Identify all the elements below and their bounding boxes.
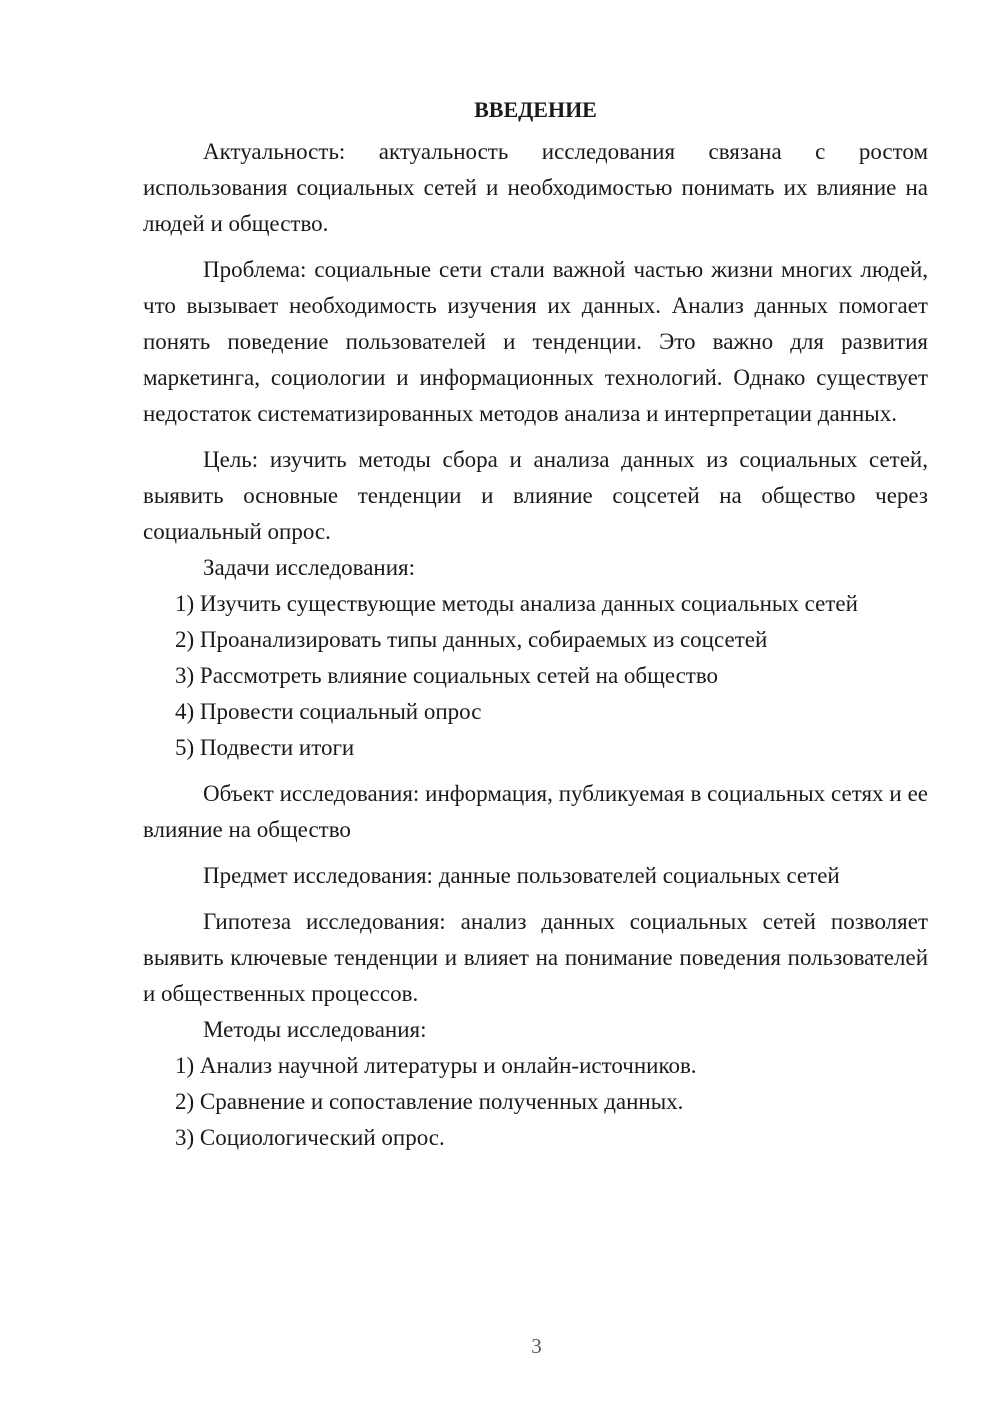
list-item: 3) Социологический опрос. [175, 1125, 445, 1150]
page-content [143, 92, 928, 1156]
object-paragraph: Объект исследования: информация, публикуемая в социальных сетях и ее влияние на общество [143, 781, 928, 842]
problem-paragraph: Проблема: социальные сети стали важной частью жизни многих людей, что вызывает необходимость изучения их данных. Анализ данных помогает понять поведение пользователей и тенденции. Это важно для развития маркетинга, социологии и информационных технологий. Однако существует недостаток систематизированных методов анализа и интерпретации данных. [143, 257, 928, 426]
list-item: 4) Провести социальный опрос [175, 699, 482, 724]
list-item: 1) Изучить существующие методы анализа данных социальных сетей [175, 591, 858, 616]
section-title: ВВЕДЕНИЕ [474, 97, 597, 122]
list-item: 2) Сравнение и сопоставление полученных данных. [175, 1089, 684, 1114]
methods-list [143, 1048, 928, 1156]
list-item: 5) Подвести итоги [175, 735, 355, 760]
list-item: 3) Рассмотреть влияние социальных сетей на общество [175, 663, 719, 688]
list-item: 1) Анализ научной литературы и онлайн-источников. [175, 1053, 697, 1078]
tasks-list [143, 586, 928, 766]
actuality-paragraph: Актуальность: актуальность исследования связана с ростом использования социальных сетей и необходимостью понимать их влияние на людей и общество. [143, 139, 928, 236]
list-item: 2) Проанализировать типы данных, собираемых из соцсетей [175, 627, 768, 652]
tasks-heading: Задачи исследования: [203, 555, 416, 580]
methods-heading: Методы исследования: [203, 1017, 427, 1042]
goal-paragraph: Цель: изучить методы сбора и анализа данных из социальных сетей, выявить основные тенденции и влияние соцсетей на общество через социальный опрос. [143, 447, 928, 544]
page-number: 3 [531, 1334, 542, 1358]
subject-paragraph: Предмет исследования: данные пользователей социальных сетей [203, 863, 840, 888]
hypothesis-paragraph: Гипотеза исследования: анализ данных социальных сетей позволяет выявить ключевые тенденции и влияет на понимание поведения пользователей и общественных процессов. [143, 909, 928, 1006]
